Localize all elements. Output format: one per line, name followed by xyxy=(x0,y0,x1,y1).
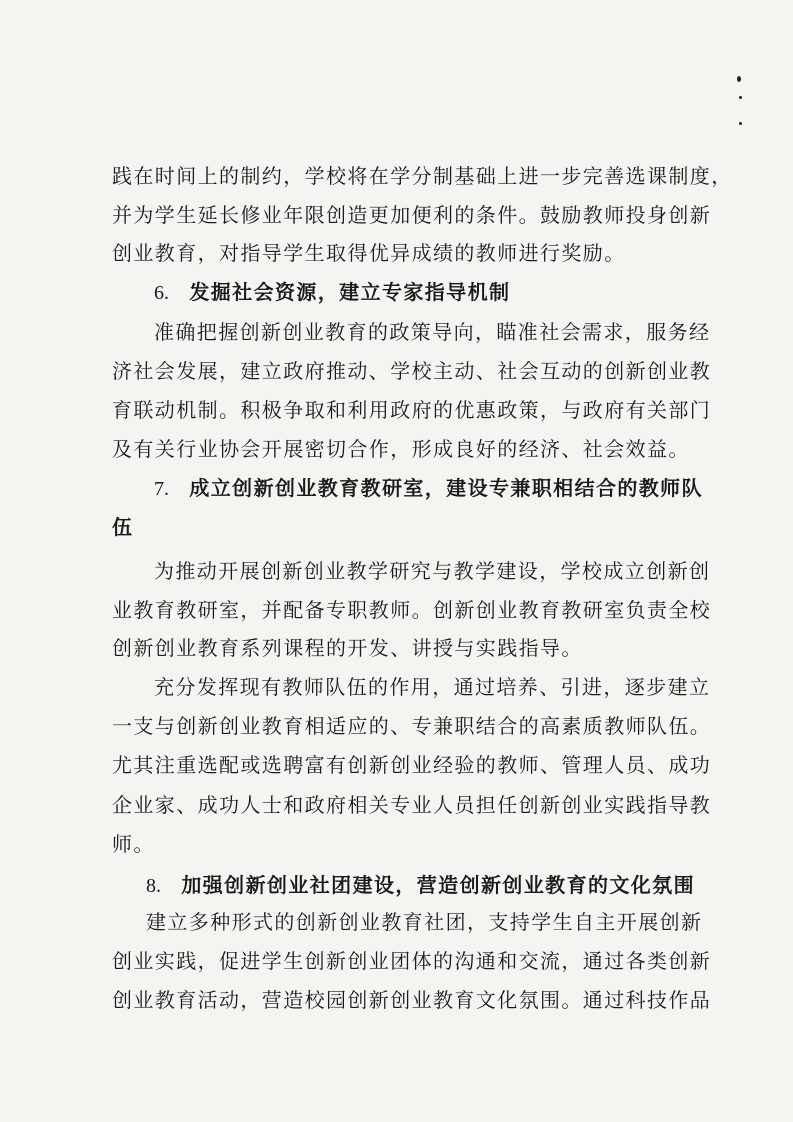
text-line: 企业家、成功人士和政府相关专业人员担任创新创业实践指导教 xyxy=(112,793,712,817)
text-line: 及有关行业协会开展密切合作，形成良好的经济、社会效益。 xyxy=(112,437,690,461)
text-line: 践在时间上的制约，学校将在学分制基础上进一步完善选课制度， xyxy=(112,164,733,188)
section-title: 加强创新创业社团建设，营造创新创业教育的文化氛围 xyxy=(181,873,695,897)
text-line: 一支与创新创业教育相适应的、专兼职结合的高素质教师队伍。 xyxy=(112,714,712,738)
section-title: 成立创新创业教育教研室，建设专兼职相结合的教师队 xyxy=(189,476,703,500)
section-number: 6. xyxy=(154,282,169,304)
text-line: 师。 xyxy=(112,832,155,856)
section-title: 发掘社会资源，建立专家指导机制 xyxy=(189,280,511,304)
section-heading-8 xyxy=(146,875,736,896)
section-number: 7. xyxy=(154,478,169,500)
section-heading-6 xyxy=(154,282,744,303)
text-line: 创业教育活动，营造校园创新创业教育文化氛围。通过科技作品 xyxy=(112,988,712,1012)
scan-speck-3 xyxy=(739,122,742,125)
text-line: 为推动开展创新创业教学研究与教学建设，学校成立创新创 xyxy=(154,559,711,583)
text-line: 尤其注重选配或选聘富有创新创业经验的教师、管理人员、成功 xyxy=(112,753,712,777)
scan-speck-1 xyxy=(737,76,741,82)
text-line: 充分发挥现有教师队伍的作用，通过培养、引进，逐步建立 xyxy=(154,675,711,699)
section-number: 8. xyxy=(146,875,161,897)
text-line: 济社会发展，建立政府推动、学校主动、社会互动的创新创业教 xyxy=(112,359,712,383)
text-line: 建立多种形式的创新创业教育社团，支持学生自主开展创新 xyxy=(146,910,703,934)
text-line: 并为学生延长修业年限创造更加便利的条件。鼓励教师投身创新 xyxy=(112,203,712,227)
text-line: 创业教育，对指导学生取得优异成绩的教师进行奖励。 xyxy=(112,241,626,265)
section-heading-7-cont: 伍 xyxy=(112,515,134,539)
text-line: 准确把握创新创业教育的政策导向，瞄准社会需求，服务经 xyxy=(154,320,711,344)
text-line: 育联动机制。积极争取和利用政府的优惠政策，与政府有关部门 xyxy=(112,398,712,422)
scan-speck-2 xyxy=(739,96,742,99)
text-line: 创业实践，促进学生创新创业团体的沟通和交流，通过各类创新 xyxy=(112,949,712,973)
section-heading-7 xyxy=(154,478,744,499)
text-line: 业教育教研室，并配备专职教师。创新创业教育教研室负责全校 xyxy=(112,598,712,622)
text-line: 创新创业教育系列课程的开发、讲授与实践指导。 xyxy=(112,636,583,660)
